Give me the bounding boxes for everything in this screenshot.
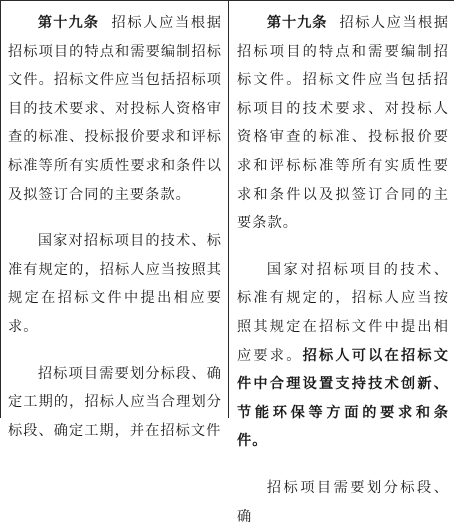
right-paragraph-2 [237, 256, 449, 456]
right-column [229, 1, 455, 525]
right-paragraph-3-text: 招标项目需要划分标段、确 [237, 479, 449, 525]
right-paragraph-3 [237, 474, 449, 531]
left-paragraph-3 [8, 360, 222, 446]
right-added-clause: 招标人可以在招标文件中合理设置支持技术创新、节能环保等方面的要求和条件。 [237, 347, 450, 450]
left-paragraph-1 [8, 9, 222, 209]
right-paragraph-1 [237, 9, 449, 238]
left-column [1, 1, 229, 439]
left-paragraph-2 [8, 227, 222, 341]
left-article-number: 第十九条 [37, 15, 100, 31]
left-paragraph-2-text: 国家对招标项目的技术、标准有规定的，招标人应当按照其规定在招标文件中提出相应要求。 [8, 233, 222, 335]
left-paragraph-3-text: 招标项目需要划分标段、确定工期的，招标人应当合理划分标段、确定工期，并在招标文件 [8, 365, 222, 439]
left-paragraph-1-text: 招标人应当根据招标项目的特点和需要编制招标文件。招标文件应当包括招标项目的技术要求、对投标人资格审查的标准、投标报价要求和评标标准等所有实质性要求和条件以及拟签订合同的主要条款。 [8, 15, 222, 203]
right-paragraph-2-text: 国家对招标项目的技术、标准有规定的，招标人应当按照其规定在招标文件中提出相应要求。 [237, 261, 449, 364]
right-paragraph-1-text: 招标人应当根据招标项目的特点和需要编制招标文件。招标文件应当包括招标项目的技术要求、对投标人资格审查的标准、投标报价要求和评标标准等所有实质性要求和条件以及拟签订合同的主要条款。 [237, 15, 449, 232]
right-article-number: 第十九条 [266, 15, 328, 31]
